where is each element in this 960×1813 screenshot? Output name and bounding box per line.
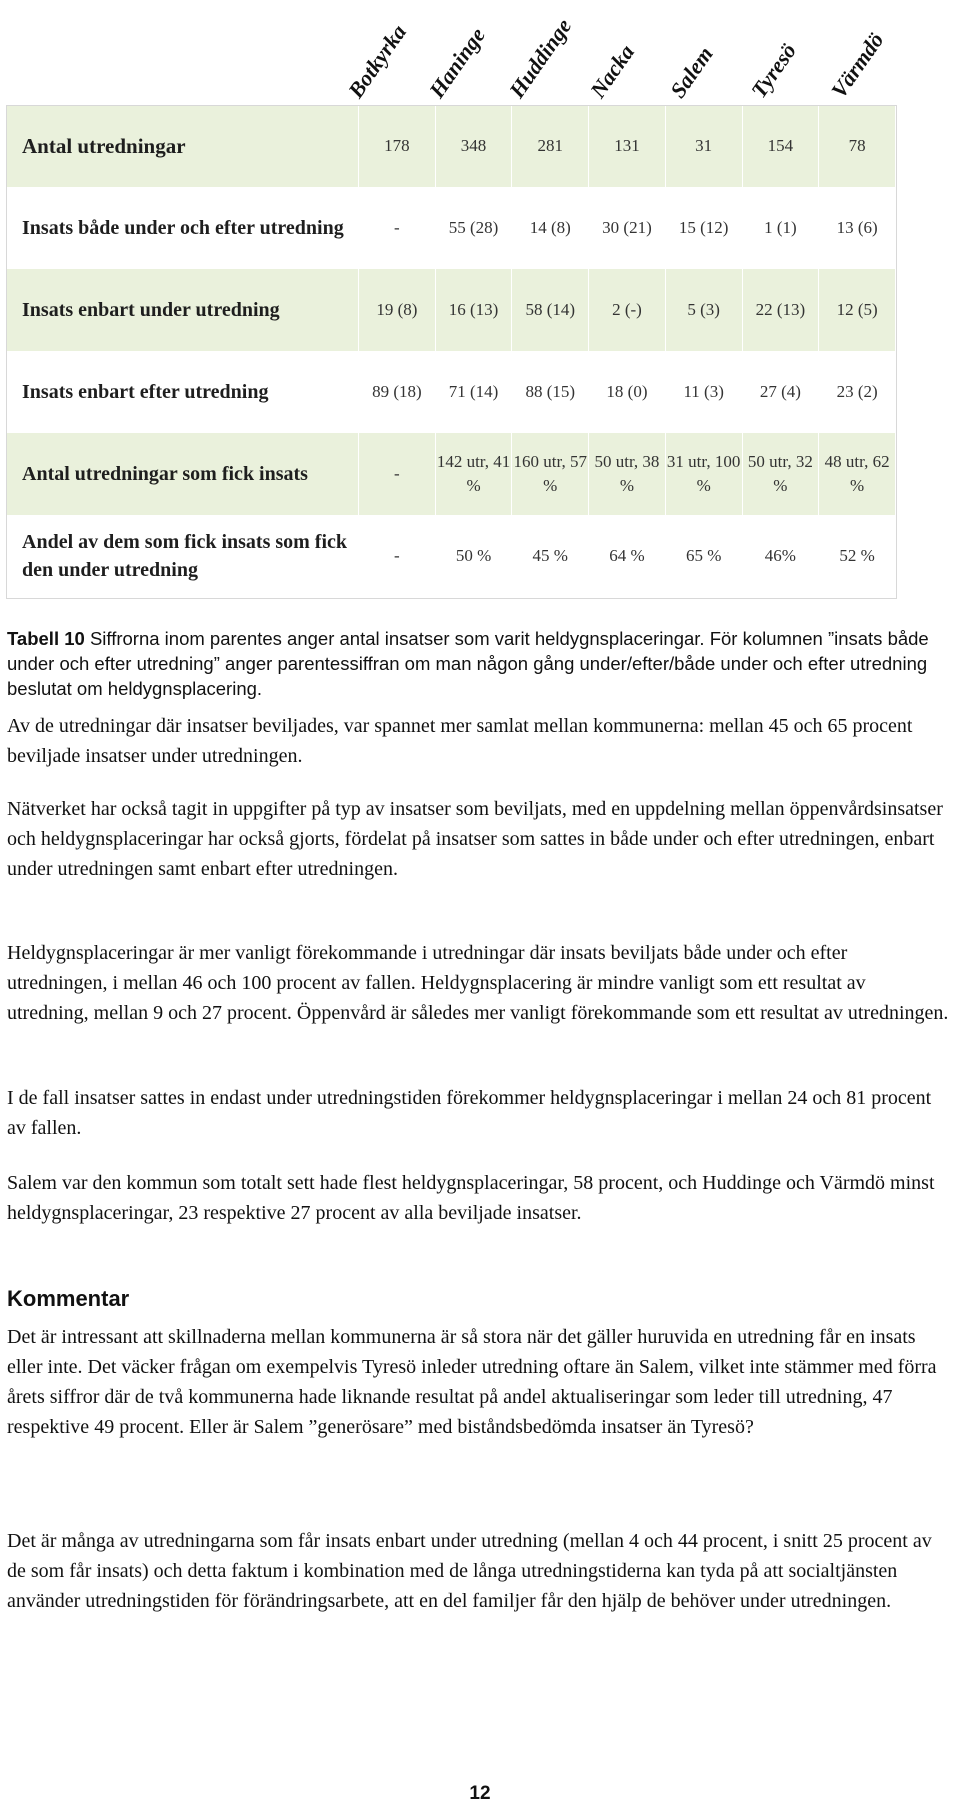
table-cell: 131: [589, 105, 666, 187]
table-cell: 1 (1): [742, 187, 819, 269]
comment-paragraph: Det är intressant att skillnaderna mellan kommunerna är så stora när det gäller huruvida en utredning får en insats eller inte. Det väcker frågan om exempelvis Tyresö inleder utredning oftare än Salem, vilket inte stämmer med förra årets siffror där de två kommunerna hade liknande resultat på andel aktualiseringar som leder till utredning, 47 respektive 49 procent. Eller är Salem ”generösare” med biståndsbedömda insatser än Tyresö?: [7, 1326, 937, 1438]
table-cell: 31 utr, 100 %: [665, 433, 742, 515]
table-cell: 2 (-): [589, 269, 666, 351]
table-cell: 52 %: [819, 515, 896, 597]
column-header-haninge: Haninge: [424, 22, 491, 103]
table-cell: 160 utr, 57 %: [512, 433, 589, 515]
table-cell: 22 (13): [742, 269, 819, 351]
body-paragraph: Salem var den kommun som totalt sett hade flest heldygnsplaceringar, 58 procent, och Huddinge och Värmdö minst heldygnsplaceringar, 23 respektive 27 procent av alla beviljade insatser.: [7, 1172, 935, 1224]
column-header-huddinge: Huddinge: [504, 13, 577, 103]
page-number: 12: [469, 1783, 491, 1804]
table-cell: 281: [512, 105, 589, 187]
table-cell: 23 (2): [819, 351, 896, 433]
body-paragraph: I de fall insatser sattes in endast under utredningstiden förekommer heldygnsplaceringar i mellan 24 och 81 procent av fallen.: [7, 1087, 932, 1139]
column-header-botkyrka: Botkyrka: [343, 19, 412, 103]
table-cell: 19 (8): [359, 269, 436, 351]
table-row: [6, 105, 896, 187]
column-header-salem: Salem: [665, 41, 718, 103]
table-cell: 65 %: [665, 515, 742, 597]
body-paragraph: Nätverket har också tagit in uppgifter på typ av insatser som beviljats, med en uppdelning mellan öppenvårdsinsatser och heldygnsplaceringar har också gjorts, fördelat på insatser som sattes in både under och efter utredningen, enbart under utredningen samt enbart efter utredningen.: [7, 798, 943, 880]
statistics-table: [6, 105, 896, 597]
column-header-tyreso: Tyresö: [746, 38, 802, 103]
body-paragraph: Heldygnsplaceringar är mer vanligt förekommande i utredningar där insats beviljats både under och efter utredningen, i mellan 46 och 100 procent av fallen. Heldygnsplacering är mindre vanligt som ett resultat av utredning, mellan 9 och 27 procent. Öppenvård är således mer vanligt förekommande som ett resultat av utredningen.: [7, 942, 949, 1024]
table-cell: 31: [665, 105, 742, 187]
table-cell: 46%: [742, 515, 819, 597]
table-cell: -: [359, 433, 436, 515]
section-heading: Kommentar: [7, 1286, 130, 1311]
table-cell: 88 (15): [512, 351, 589, 433]
comment-paragraph: Det är många av utredningarna som får insats enbart under utredning (mellan 4 och 44 procent, i snitt 25 procent av de som får insats) och detta faktum i kombination med de långa utredningstiderna kan tyda på att socialtjänsten använder utredningstiden för förändringsarbete, att en del familjer får den hjälp de behöver under utredningen.: [7, 1530, 932, 1612]
table-cell: 14 (8): [512, 187, 589, 269]
table-cell: 64 %: [589, 515, 666, 597]
table-cell: 154: [742, 105, 819, 187]
table-row: [6, 351, 896, 433]
row-label: Insats enbart under utredning: [6, 269, 359, 351]
row-label: Insats enbart efter utredning: [6, 351, 359, 433]
column-header-nacka: Nacka: [585, 39, 640, 103]
table-row: [6, 269, 896, 351]
table-row: [6, 433, 896, 515]
table-cell: 178: [359, 105, 436, 187]
row-label: Andel av dem som fick insats som fick den under utredning: [6, 515, 359, 597]
table-cell: 89 (18): [359, 351, 436, 433]
table-cell: 142 utr, 41 %: [435, 433, 512, 515]
table-cell: 48 utr, 62 %: [819, 433, 896, 515]
table-cell: 58 (14): [512, 269, 589, 351]
table-caption: [7, 626, 947, 701]
table-column-headers: [0, 0, 960, 103]
table-cell: 15 (12): [665, 187, 742, 269]
table-row: [6, 515, 896, 597]
caption-lead: Tabell 10: [7, 628, 85, 649]
table-cell: 55 (28): [435, 187, 512, 269]
table-cell: 78: [819, 105, 896, 187]
table-cell: 16 (13): [435, 269, 512, 351]
table-cell: 50 utr, 32 %: [742, 433, 819, 515]
caption-text: Siffrorna inom parentes anger antal insatser som varit heldygnsplaceringar. För kolumnen ”insats både under och efter utredning” anger parentessiffran om man någon gång under/efter/både under och efter utredning beslutat om heldygnsplacering.: [7, 628, 929, 699]
row-label: Antal utredningar: [6, 105, 359, 187]
body-paragraph: Av de utredningar där insatser beviljades, var spannet mer samlat mellan kommunerna: mellan 45 och 65 procent beviljade insatser under utredningen.: [7, 715, 913, 767]
table-cell: 30 (21): [589, 187, 666, 269]
table-cell: 50 utr, 38 %: [589, 433, 666, 515]
table-cell: 348: [435, 105, 512, 187]
table-cell: 13 (6): [819, 187, 896, 269]
table-cell: 27 (4): [742, 351, 819, 433]
table-cell: 5 (3): [665, 269, 742, 351]
table-cell: -: [359, 187, 436, 269]
table-cell: 71 (14): [435, 351, 512, 433]
table-cell: 18 (0): [589, 351, 666, 433]
table-cell: 12 (5): [819, 269, 896, 351]
table-cell: -: [359, 515, 436, 597]
column-header-varmdo: Värmdö: [826, 27, 889, 103]
table-cell: 45 %: [512, 515, 589, 597]
table-cell: 11 (3): [665, 351, 742, 433]
row-label: Antal utredningar som fick insats: [6, 433, 359, 515]
table-row: [6, 187, 896, 269]
row-label: Insats både under och efter utredning: [6, 187, 359, 269]
table-cell: 50 %: [435, 515, 512, 597]
